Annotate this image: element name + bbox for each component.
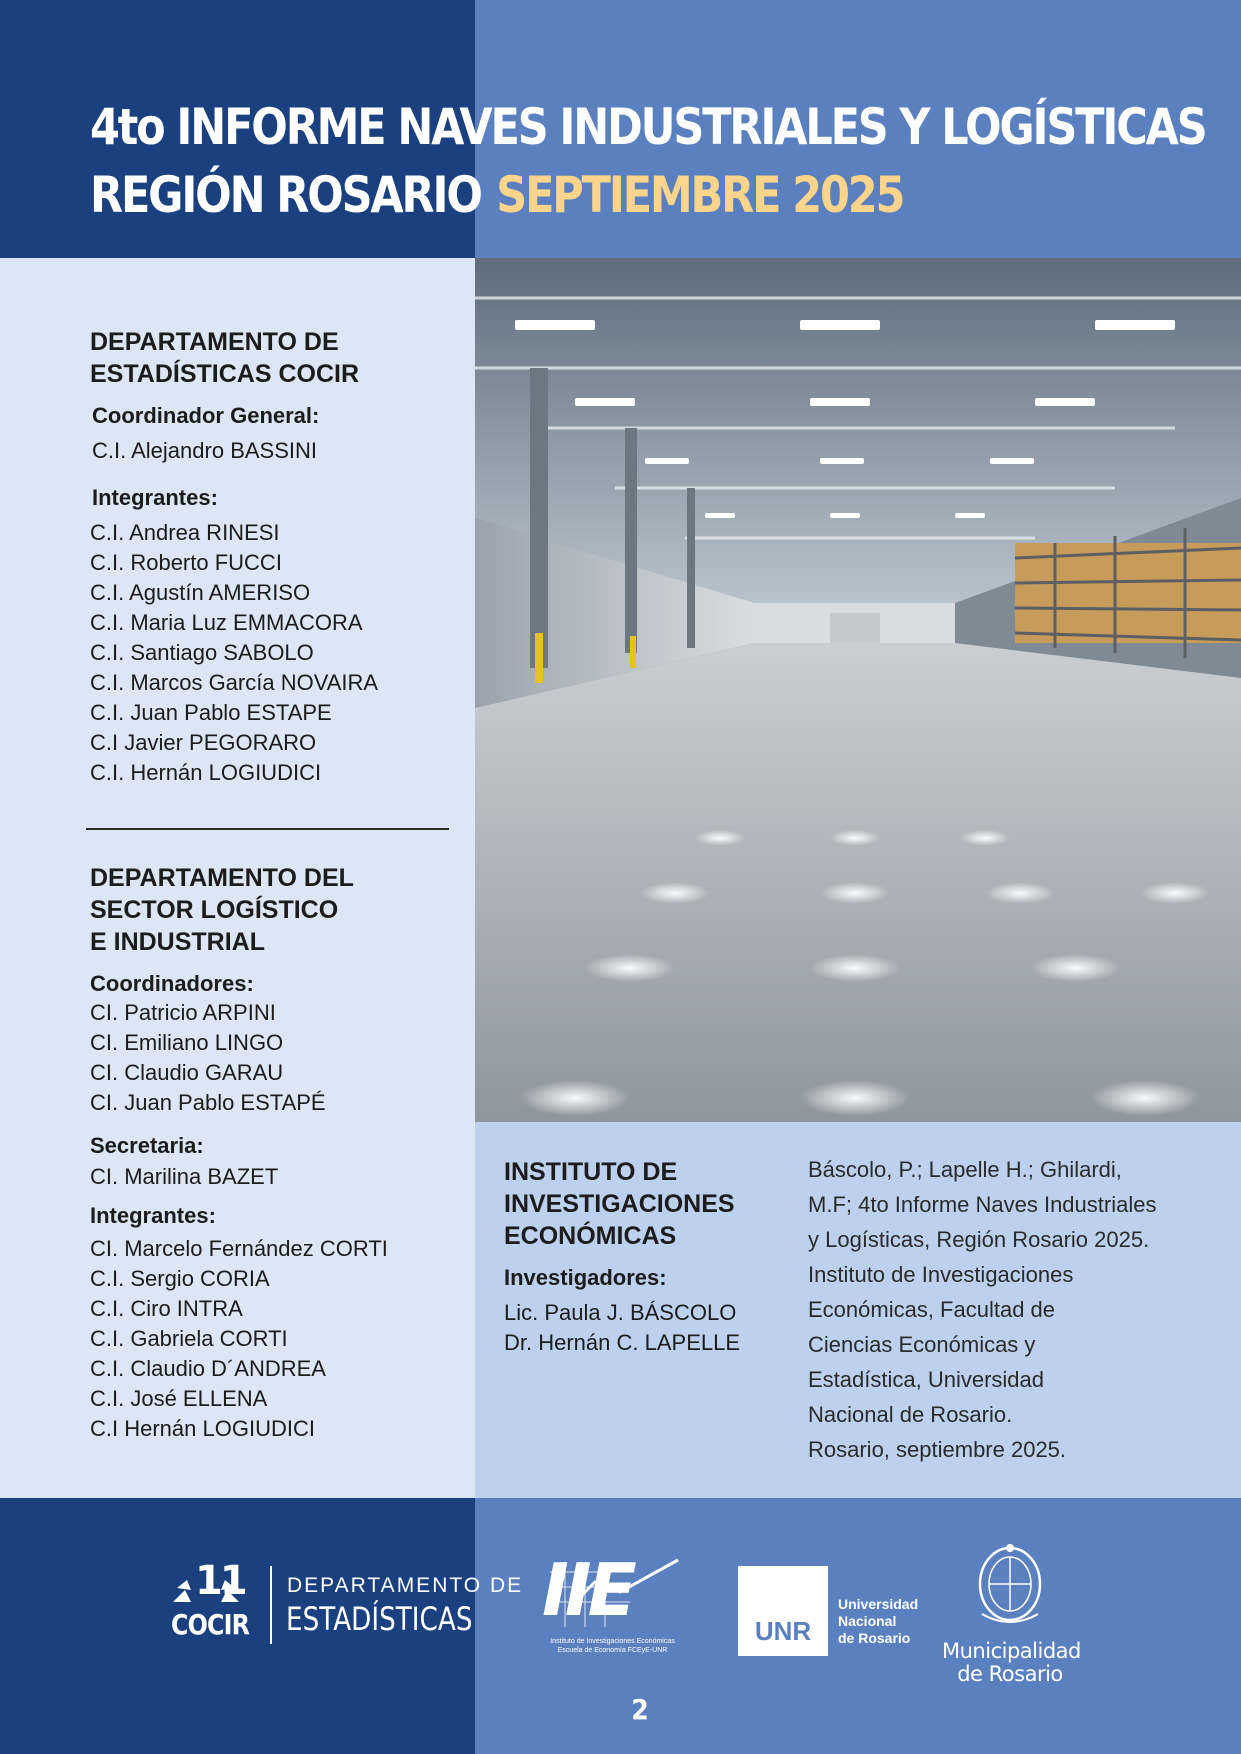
list-item: Dr. Hernán C. LAPELLE <box>504 1330 741 1355</box>
citation-line: Rosario, septiembre 2025. <box>808 1437 1067 1462</box>
list-item: C.I Javier PEGORARO <box>90 730 317 755</box>
list-item: C.I. Hernán LOGIUDICI <box>90 760 322 785</box>
citation-line: Económicas, Facultad de <box>808 1297 1056 1322</box>
iie-caption-line1: Instituto de Investigaciones Económicas <box>550 1638 675 1645</box>
iie-caption-line2: Escuela de Economía FCEyE-UNR <box>557 1647 668 1654</box>
institute-title-line2: INVESTIGACIONES <box>504 1190 735 1218</box>
institute-title-line3: ECONÓMICAS <box>504 1222 677 1250</box>
logistics-title-line2: SECTOR LOGÍSTICO <box>90 896 339 924</box>
cocir-dept-line1: DEPARTAMENTO DE <box>287 1574 524 1597</box>
report-title-line1: 4to INFORME NAVES INDUSTRIALES Y LOGÍSTICAS <box>90 98 1206 156</box>
unr-logo-box <box>738 1566 828 1656</box>
list-item: C.I. Claudio D´ANDREA <box>90 1356 326 1381</box>
citation-line: Ciencias Económicas y <box>808 1332 1036 1357</box>
list-item: C.I. Andrea RINESI <box>90 520 280 545</box>
list-item: CI. Marcelo Fernández CORTI <box>90 1236 388 1261</box>
list-item: C.I. Marcos García NOVAIRA <box>90 670 379 695</box>
list-item: C.I. Santiago SABOLO <box>90 640 314 665</box>
cocir-dept-line2: ESTADÍSTICAS <box>286 1600 473 1638</box>
researchers-label: Investigadores: <box>504 1265 667 1290</box>
list-item: C.I. Roberto FUCCI <box>90 550 282 575</box>
list-item: CI. Claudio GARAU <box>90 1060 284 1085</box>
list-item: C.I. Sergio CORIA <box>90 1266 270 1291</box>
list-item: C.I. Agustín AMERISO <box>90 580 311 605</box>
muni-line1: Municipalidad <box>942 1639 1081 1663</box>
cocir-members-list <box>90 518 470 788</box>
cocir-title-line2: ESTADÍSTICAS COCIR <box>90 360 359 388</box>
logo-divider <box>270 1566 272 1644</box>
logistics-members-label: Integrantes: <box>90 1203 216 1228</box>
unr-line1: Universidad <box>838 1596 919 1612</box>
researchers-list <box>504 1298 784 1358</box>
institute-section <box>504 1156 784 1358</box>
citation-line: M.F; 4to Informe Naves Industriales <box>808 1192 1157 1217</box>
report-title-region: REGIÓN ROSARIO <box>90 166 481 224</box>
coordinators-label: Coordinadores: <box>90 971 254 996</box>
secretary-name: CI. Marilina BAZET <box>90 1164 279 1189</box>
cocir-title-line1: DEPARTAMENTO DE <box>90 328 339 356</box>
coordinator-label: Coordinador General: <box>92 403 320 428</box>
warehouse-photo <box>475 258 1241 1122</box>
cocir-logo-name: COCIR <box>171 1608 250 1641</box>
logistics-section <box>90 862 470 1444</box>
section-divider <box>86 828 449 830</box>
logistics-title-line1: DEPARTAMENTO DEL <box>90 864 354 892</box>
municipalidad-seal-icon <box>970 1544 1050 1628</box>
logistics-title-line3: E INDUSTRIAL <box>90 928 265 956</box>
list-item: CI. Juan Pablo ESTAPÉ <box>90 1090 326 1115</box>
iie-logo-mark: IIE <box>542 1548 633 1632</box>
unr-logo-text <box>838 1596 918 1647</box>
cocir-members-label: Integrantes: <box>92 485 218 510</box>
secretary-label: Secretaria: <box>90 1133 204 1158</box>
citation-line: Instituto de Investigaciones <box>808 1262 1074 1287</box>
citation-line: Nacional de Rosario. <box>808 1402 1013 1427</box>
list-item: C.I Hernán LOGIUDICI <box>90 1416 315 1441</box>
list-item: C.I. Ciro INTRA <box>90 1296 243 1321</box>
citation-line: y Logísticas, Región Rosario 2025. <box>808 1227 1150 1252</box>
list-item: Lic. Paula J. BÁSCOLO <box>504 1300 737 1325</box>
logistics-members-list <box>90 1234 470 1444</box>
unr-line3: de Rosario <box>838 1630 911 1646</box>
cocir-section <box>90 326 470 788</box>
list-item: CI. Patricio ARPINI <box>90 1000 276 1025</box>
list-item: C.I. Gabriela CORTI <box>90 1326 288 1351</box>
coordinators-list <box>90 998 470 1118</box>
unr-logo-mark: UNR <box>754 1616 812 1646</box>
municipalidad-logo-text <box>942 1639 1081 1686</box>
list-item: C.I. Maria Luz EMMACORA <box>90 610 363 635</box>
report-title-line2 <box>90 166 904 224</box>
coordinator-name: C.I. Alejandro BASSINI <box>92 438 317 463</box>
cocir-logo-number: 11 <box>195 1558 245 1604</box>
institute-title-line1: INSTITUTO DE <box>504 1158 678 1186</box>
citation-line: Báscolo, P.; Lapelle H.; Ghilardi, <box>808 1157 1122 1182</box>
citation-line: Estadística, Universidad <box>808 1367 1044 1392</box>
list-item: CI. Emiliano LINGO <box>90 1030 284 1055</box>
list-item: C.I. Juan Pablo ESTAPE <box>90 700 332 725</box>
cocir-logo <box>165 1558 265 1644</box>
report-title-date: SEPTIEMBRE 2025 <box>496 166 904 224</box>
page-number: 2 <box>631 1693 649 1726</box>
iie-logo <box>540 1548 685 1662</box>
unr-line2: Nacional <box>838 1613 897 1629</box>
muni-line2: de Rosario <box>957 1662 1063 1686</box>
citation-block <box>808 1152 1208 1467</box>
list-item: C.I. José ELLENA <box>90 1386 268 1411</box>
